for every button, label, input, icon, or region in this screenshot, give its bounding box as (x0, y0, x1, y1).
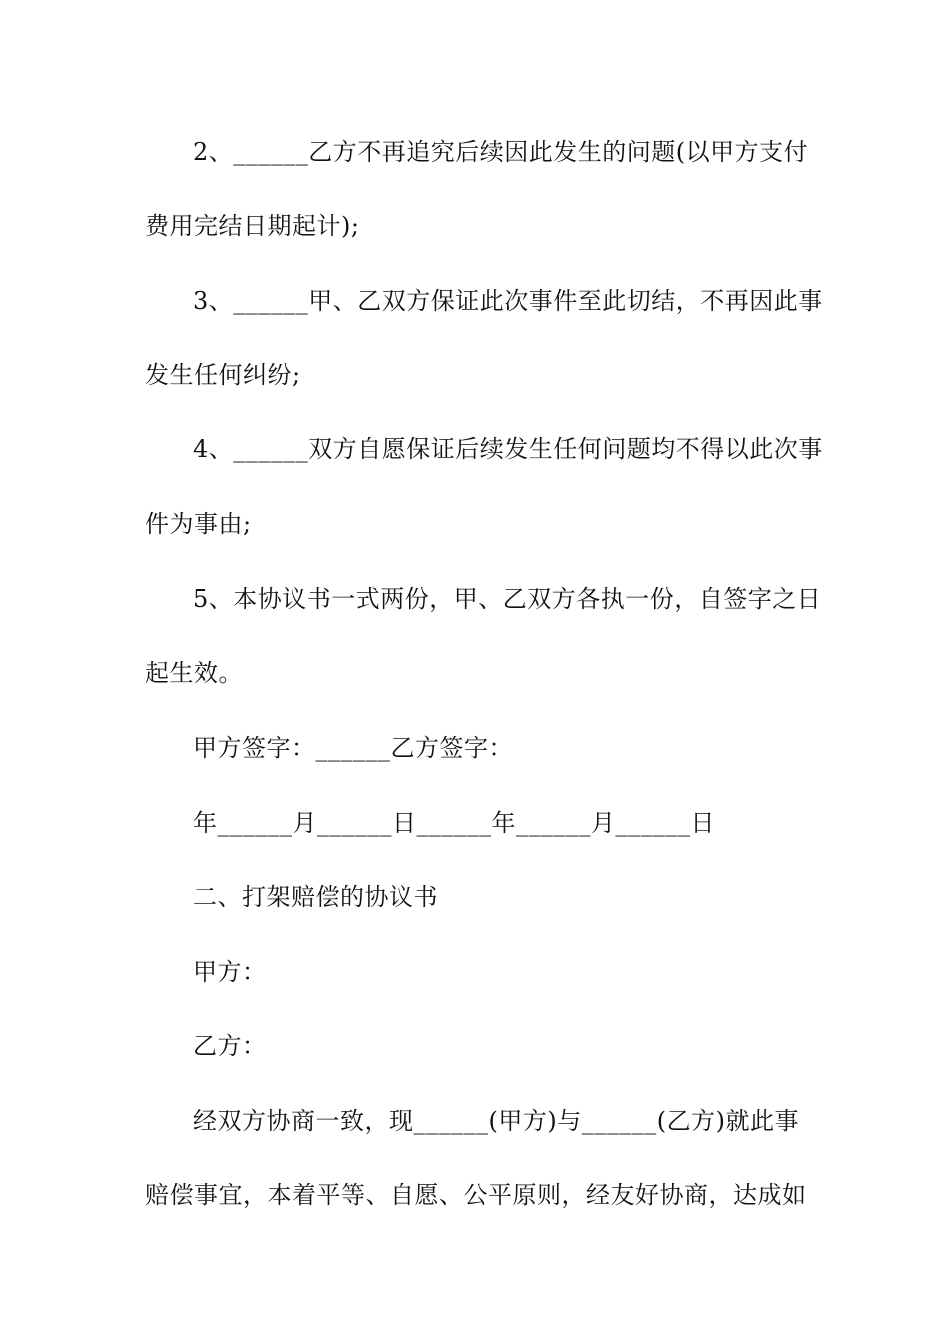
clause-4-line-1: 4、______双方自愿保证后续发生任何问题均不得以此次事 (193, 435, 823, 463)
clause-4-line-2: 件为事由; (145, 510, 252, 538)
agreement-intro-line-2: 赔偿事宜，本着平等、自愿、公平原则，经友好协商，达成如 (145, 1181, 807, 1209)
clause-3-line-2: 发生任何纠纷; (145, 361, 301, 389)
signature-line: 甲方签字：______乙方签字： (193, 734, 513, 762)
section-heading: 二、打架赔偿的协议书 (193, 883, 438, 911)
date-line: 年______月______日______年______月______日 (193, 809, 715, 837)
clause-2-line-1: 2、______乙方不再追究后续因此发生的问题(以甲方支付 (193, 138, 809, 166)
party-b-label: 乙方： (193, 1032, 267, 1060)
clause-5-line-2: 起生效。 (145, 659, 243, 687)
party-a-label: 甲方： (193, 958, 267, 986)
agreement-intro-line-1: 经双方协商一致，现______(甲方)与______(乙方)就此事 (193, 1107, 799, 1135)
clause-2-line-2: 费用完结日期起计); (145, 212, 360, 240)
clause-5-line-1: 5、本协议书一式两份，甲、乙双方各执一份，自签字之日 (193, 585, 822, 613)
clause-3-line-1: 3、______甲、乙双方保证此次事件至此切结，不再因此事 (193, 287, 823, 315)
